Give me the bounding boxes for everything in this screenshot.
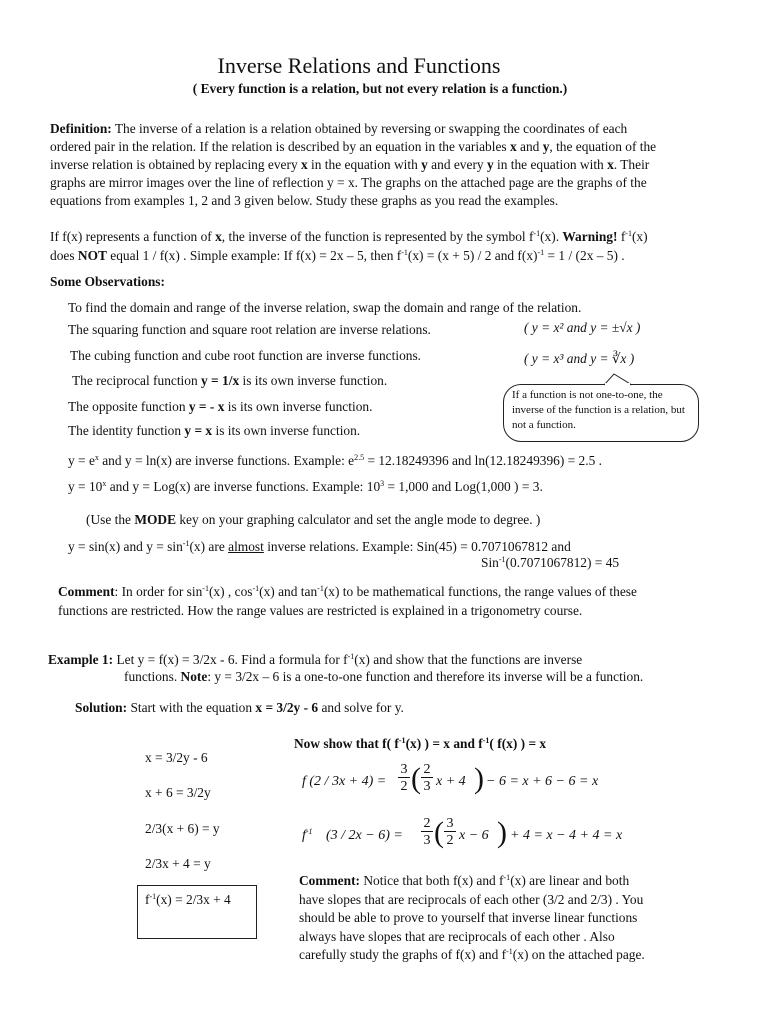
observation-cubing: The cubing function and cube root function are inverse functions. bbox=[70, 348, 422, 363]
sin-line-2: Sin$^{-1}$(0.7071067812) = 45 bbox=[481, 555, 620, 570]
example1-line1: Example 1: Let y = f(x) = 3/2x - 6. Find a formula for $f^{-1}(x)$ and show that the functions are inverse bbox=[48, 652, 583, 667]
sin-line: y = sin(x) and $y = \sin^{-1}(x)$ are almost inverse relations. Example: Sin(45) = 0.7071067812 and bbox=[68, 539, 571, 554]
observation-squaring: The squaring function and square root relation are inverse relations. bbox=[68, 322, 431, 337]
verify-heading: Now show that f( $f^{-1}(x)$ ) = x and $f^{-1}$( f(x) ) = x bbox=[294, 736, 547, 751]
page-title: Inverse Relations and Functions bbox=[217, 53, 501, 78]
definition-paragraph: Definition: The inverse of a relation is a relation obtained by reversing or swapping the coordinates of each ordered pair in the relation. If the relation is described by an equation in the variables x and y, the equation of the inverse relation is obtained by replacing every x in the equation with y and every y in the equation with x. Their graphs are mirror images over the line of reflection y = x. The graphs on the attached page are the graphs of the equations from examples 1, 2 and 3 given below. Study these graphs as you read the examples. bbox=[50, 121, 657, 208]
squaring-math: ( y = x² and y = ±√x ) bbox=[524, 320, 641, 335]
callout-note: If a function is not one-to-one, the inverse of the function is a relation, but not a function. bbox=[503, 384, 699, 442]
notation-paragraph: If f(x) represents a function of x, the inverse of the function is represented by the symbol $f^{-1}(x)$. Warning! $f^{-1}(x)$ does NOT equal 1 / f(x) . Simple example: If f(x) = 2x – 5, then $f^{-1}(x) = (x + 5) / 2$ and $f(x)^{-1} = 1 / (2x - 5)$ . bbox=[50, 229, 648, 263]
answer-text: $f^{-1}(x) = 2/3x + 4$ bbox=[145, 892, 231, 907]
solution-line: Solution: Start with the equation x = 3/2y - 6 and solve for y. bbox=[75, 700, 404, 715]
observation-opposite: The opposite function y = - x is its own inverse function. bbox=[68, 399, 373, 414]
page-subtitle: ( Every function is a relation, but not every relation is a function.) bbox=[192, 81, 568, 96]
comment-trig: Comment: In order for $\sin^{-1}(x)$ , $\cos^{-1}(x)$ and $\tan^{-1}(x)$ to be mathematical functions, the range values of these functions are restricted. How the range values are restricted is explained in a trigonometry course. bbox=[58, 584, 637, 618]
observations-heading: Some Observations: bbox=[50, 274, 165, 289]
observation-reciprocal: The reciprocal function y = 1/x is its own inverse function. bbox=[72, 373, 388, 388]
cubing-math: ( y = x³ and y = ∛x ) bbox=[524, 351, 635, 366]
step-2: x + 6 = 3/2y bbox=[145, 785, 211, 800]
step-4: 2/3x + 4 = y bbox=[145, 856, 211, 871]
observation-domain-range: To find the domain and range of the inverse relation, swap the domain and range of the relation. bbox=[68, 300, 582, 315]
mode-note: (Use the MODE key on your graphing calculator and set the angle mode to degree. ) bbox=[86, 512, 541, 527]
example1-line2: functions. Note: y = 3/2x – 6 is a one-to-one function and therefore its inverse will be a function. bbox=[124, 669, 644, 684]
observation-identity: The identity function y = x is its own inverse function. bbox=[68, 423, 361, 438]
exp-ln-line: $y = e^x$ and y = ln(x) are inverse functions. Example: $e^{2.5} = 12.18249396$ and ln(12.18249396) = 2.5 . bbox=[68, 453, 602, 468]
ten-log-line: $y = 10^x$ and y = Log(x) are inverse functions. Example: $10^3 = 1,000$ and Log(1,000 ) = 3. bbox=[68, 479, 543, 494]
step-1: x = 3/2y - 6 bbox=[145, 750, 208, 765]
comment-slopes: Comment: Notice that both f(x) and $f^{-1}(x)$ are linear and both have slopes that are reciprocals of each other (3/2 and 2/3) . You should be able to prove to yourself that inverse linear functions always have slopes that are reciprocals of each other . Also carefully study the graphs of f(x) and $f^{-1}(x)$ on the attached page. bbox=[299, 873, 645, 963]
step-3: 2/3(x + 6) = y bbox=[145, 821, 220, 836]
